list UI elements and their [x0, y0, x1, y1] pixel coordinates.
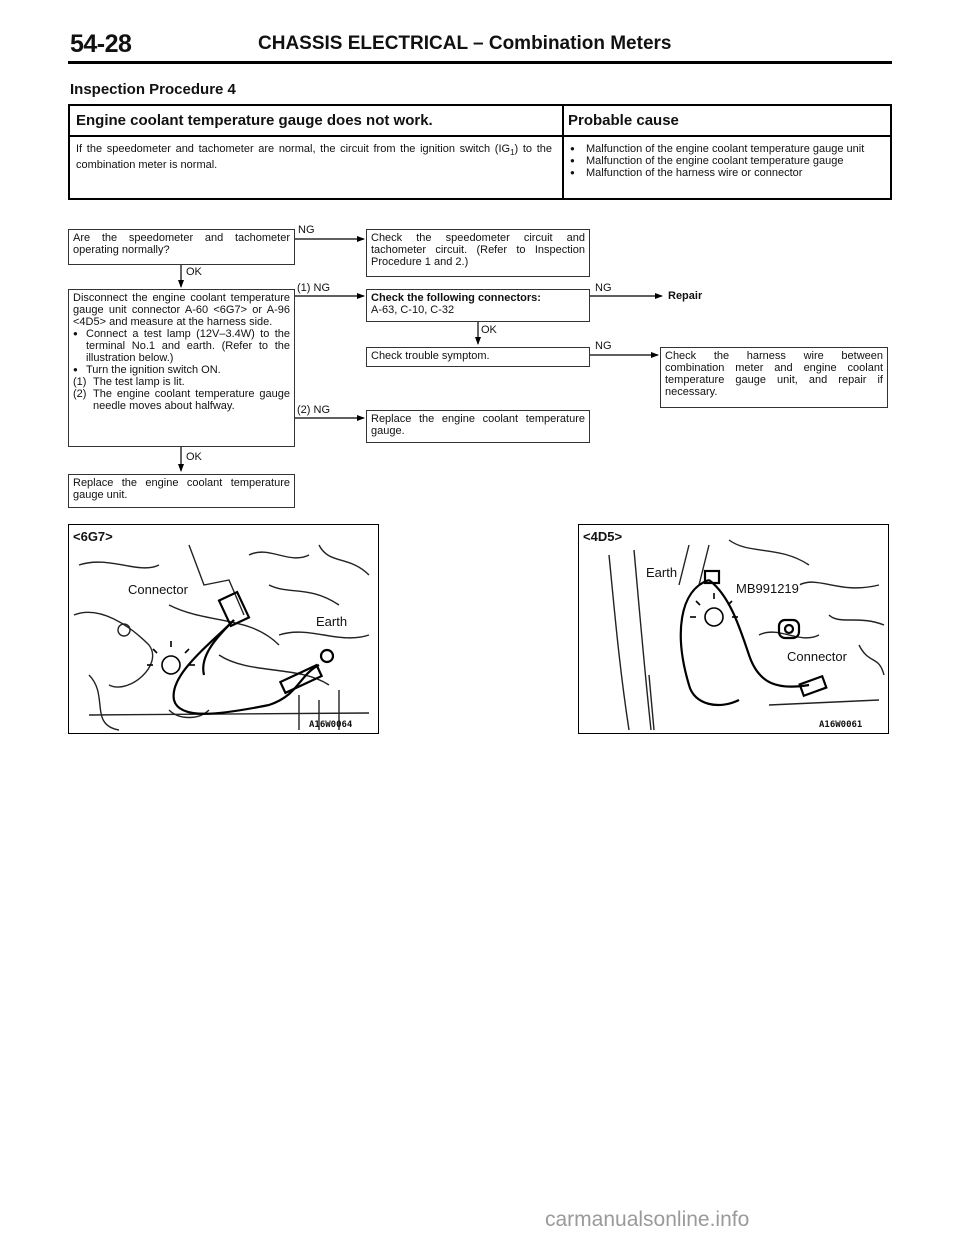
disconnect-connector-box	[68, 289, 295, 447]
ng1-label: (1) NG	[297, 282, 330, 294]
engine-illustration-4d5	[579, 525, 889, 734]
earth-label: Earth	[646, 565, 678, 580]
cause-item: ● Malfunction of the harness wire or connector	[570, 167, 886, 179]
check-connectors-title: Check the following connectors:	[371, 292, 541, 304]
page-number: 54-28	[70, 30, 132, 58]
connector-label: Connector	[128, 582, 188, 597]
ok-label: OK	[481, 324, 497, 336]
ng-label: NG	[595, 340, 612, 352]
section-heading: Inspection Procedure 4	[70, 81, 236, 98]
figure-4d5	[578, 524, 889, 734]
disconnect-intro: Disconnect the engine coolant temperature gauge unit connector A-60 <6G7> or A-96 <4D5> and measure at the harness side.	[73, 292, 290, 328]
cause-item: ● Malfunction of the engine coolant temperature gauge	[570, 155, 886, 167]
disconnect-check: (1) The test lamp is lit.	[73, 376, 185, 388]
disconnect-step: ● Connect a test lamp (12V–3.4W) to the terminal No.1 and earth. (Refer to the illustration below.)	[73, 328, 290, 364]
cause-item: ● Malfunction of the engine coolant temperature gauge unit	[570, 143, 886, 155]
ng-label: NG	[595, 282, 612, 294]
disconnect-step: ● Turn the ignition switch ON.	[73, 364, 290, 376]
check-connectors-list: A-63, C-10, C-32	[371, 304, 455, 316]
speedometer-question-box: Are the speedometer and tachometer operating normally?	[68, 229, 295, 265]
figure-code: A16W0061	[819, 720, 863, 730]
earth-label: Earth	[316, 614, 348, 629]
watermark: carmanualsonline.info	[545, 1208, 750, 1231]
check-connectors-box	[366, 289, 590, 322]
connector-label: Connector	[787, 649, 847, 664]
check-trouble-symptom-box: Check trouble symptom.	[366, 347, 590, 367]
replace-gauge-box: Replace the engine coolant temperature gauge.	[366, 410, 590, 443]
tool-label: MB991219	[736, 581, 799, 596]
symptom-header: Engine coolant temperature gauge does not work.	[70, 106, 562, 137]
cause-header: Probable cause	[562, 106, 890, 137]
engine-illustration-6g7	[69, 525, 379, 734]
check-speedometer-circuit-box: Check the speedometer circuit and tachometer circuit. (Refer to Inspection Procedure 1 and 2.)	[366, 229, 590, 277]
check-harness-box: Check the harness wire between combination meter and engine coolant temperature gauge unit, and repair if necessary.	[660, 347, 888, 408]
ng-label: NG	[298, 224, 315, 236]
figure-title: <6G7>	[73, 529, 113, 544]
ok-label: OK	[186, 266, 202, 278]
disconnect-check: (2) The engine coolant temperature gauge needle moves about halfway.	[73, 388, 290, 412]
page-title: CHASSIS ELECTRICAL – Combination Meters	[258, 33, 672, 54]
ng2-label: (2) NG	[297, 404, 330, 416]
symptom-description: If the speedometer and tachometer are normal, the circuit from the ignition switch $(IG_1)$ to the combination meter is normal.	[76, 143, 552, 172]
figure-code: A16W0064	[309, 720, 353, 730]
repair-label: Repair	[668, 290, 703, 302]
figure-title: <4D5>	[583, 529, 623, 544]
figure-6g7	[68, 524, 379, 734]
ok-label: OK	[186, 451, 202, 463]
replace-gauge-unit-box: Replace the engine coolant temperature gauge unit.	[68, 474, 295, 508]
